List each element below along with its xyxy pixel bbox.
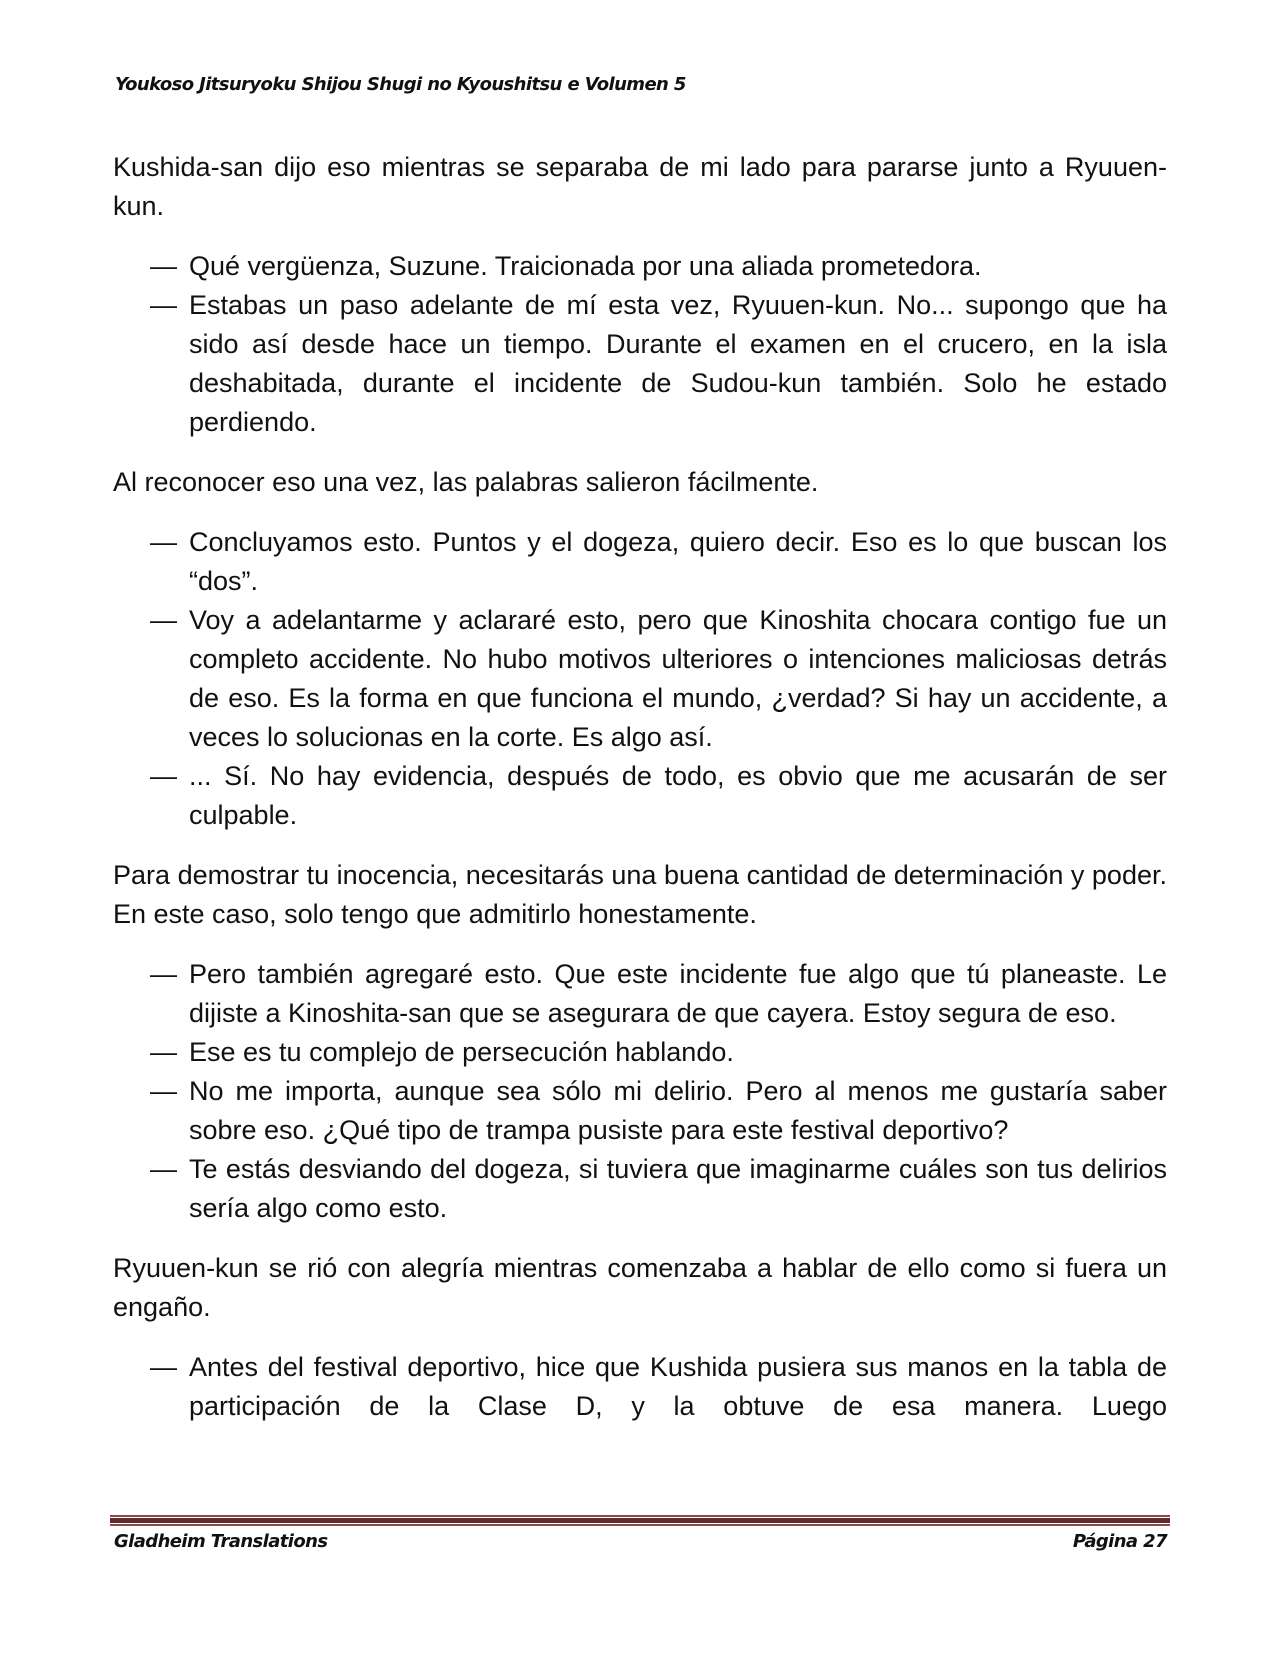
dialogue-line: — No me importa, aunque sea sólo mi delirio. Pero al menos me gustaría saber sobre eso. ¿Qué tipo de trampa pusiste para este festival deportivo? [113, 1072, 1167, 1150]
dialogue-line: — Concluyamos esto. Puntos y el dogeza, quiero decir. Eso es lo que buscan los “dos”. [113, 523, 1167, 601]
page-number: Página 27 [1072, 1531, 1167, 1552]
footer-divider-thick [110, 1518, 1170, 1523]
dialogue-line: — Antes del festival deportivo, hice que Kushida pusiera sus manos en la tabla de participación de la Clase D, y la obtuve de esa manera. Luego [113, 1348, 1167, 1426]
running-header: Youkoso Jitsuryoku Shijou Shugi no Kyoushitsu e Volumen 5 [115, 74, 686, 95]
dialogue-line: — Qué vergüenza, Suzune. Traicionada por una aliada prometedora. [113, 247, 1167, 286]
em-dash: — [150, 251, 177, 281]
footer-divider-thin-top [110, 1515, 1170, 1517]
em-dash: — [150, 1076, 177, 1106]
footer-credit: Gladheim Translations [114, 1531, 328, 1552]
dialogue-line: — Voy a adelantarme y aclararé esto, pero que Kinoshita chocara contigo fue un completo accidente. No hubo motivos ulteriores o intenciones maliciosas detrás de eso. Es la forma en que funciona el mundo, ¿verdad? Si hay un accidente, a veces lo solucionas en la corte. Es algo así. [113, 601, 1167, 757]
em-dash: — [150, 761, 177, 791]
em-dash: — [150, 959, 177, 989]
narration-paragraph: Para demostrar tu inocencia, necesitarás una buena cantidad de determinación y poder. En este caso, solo tengo que admitirlo honestamente. [113, 860, 1167, 929]
em-dash: — [150, 1352, 177, 1382]
dialogue-line: — Te estás desviando del dogeza, si tuviera que imaginarme cuáles son tus delirios sería algo como esto. [113, 1150, 1167, 1228]
dialogue-line: — Estabas un paso adelante de mí esta vez, Ryuuen-kun. No... supongo que ha sido así desde hace un tiempo. Durante el examen en el crucero, en la isla deshabitada, durante el incidente de Sudou-kun también. Solo he estado perdiendo. [113, 286, 1167, 442]
dialogue-line: — ... Sí. No hay evidencia, después de todo, es obvio que me acusarán de ser culpable. [113, 757, 1167, 835]
em-dash: — [150, 527, 177, 557]
em-dash: — [150, 1037, 177, 1067]
narration-paragraph: Kushida-san dijo eso mientras se separaba de mi lado para pararse junto a Ryuuen-kun. [113, 152, 1167, 221]
em-dash: — [150, 1154, 177, 1184]
em-dash: — [150, 605, 177, 635]
dialogue-block [113, 247, 1167, 442]
dialogue-block [113, 1348, 1167, 1426]
dialogue-block [113, 523, 1167, 835]
footer-divider-thin-bottom [110, 1524, 1170, 1526]
dialogue-line: — Ese es tu complejo de persecución hablando. [113, 1033, 1167, 1072]
narration-paragraph: Al reconocer eso una vez, las palabras salieron fácilmente. [113, 467, 819, 497]
footer-divider [110, 1515, 1170, 1526]
narration-paragraph: Ryuuen-kun se rió con alegría mientras comenzaba a hablar de ello como si fuera un engaño. [113, 1253, 1167, 1322]
em-dash: — [150, 290, 177, 320]
dialogue-line: — Pero también agregaré esto. Que este incidente fue algo que tú planeaste. Le dijiste a Kinoshita-san que se asegurara de que cayera. Estoy segura de eso. [113, 955, 1167, 1033]
page-body [113, 148, 1167, 1447]
dialogue-block [113, 955, 1167, 1228]
